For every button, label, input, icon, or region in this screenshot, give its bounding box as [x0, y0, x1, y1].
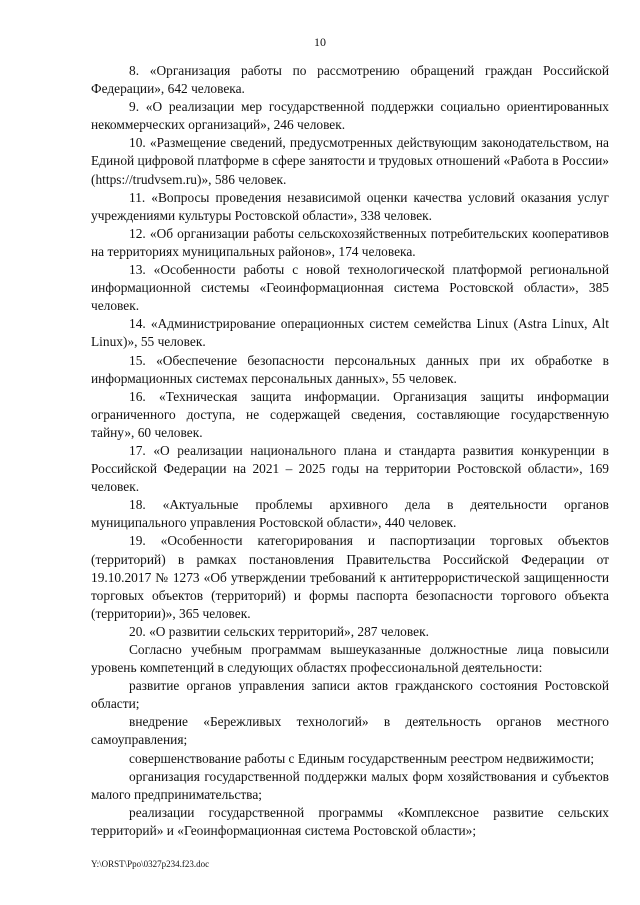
- paragraph-item-16: 16. «Техническая защита информации. Организация защиты информации ограниченного доступа, не содержащей сведения, составляющие государственную тайну», 60 человек.: [91, 388, 609, 440]
- paragraph-area-small-business: организация государственной поддержки малых форм хозяйствования и субъектов малого предпринимательства;: [91, 768, 609, 802]
- paragraph-item-14: 14. «Администрирование операционных систем семейства Linux (Astra Linux, Alt Linux)», 55 человек.: [91, 316, 609, 350]
- paragraph-summary: Согласно учебным программам вышеуказанные должностные лица повысили уровень компетенций в следующих областях профессиональной деятельности:: [91, 642, 609, 676]
- paragraph-item-18: 18. «Актуальные проблемы архивного дела в деятельности органов муниципального управления Ростовской области», 440 человек.: [91, 497, 609, 531]
- footer-file-path: Y:\ORST\Ppo\0327p234.f23.doc: [91, 859, 210, 869]
- paragraph-item-15: 15. «Обеспечение безопасности персональных данных при их обработке в информационных системах персональных данных», 55 человек.: [91, 352, 609, 386]
- document-body: [91, 62, 609, 840]
- paragraph-item-19: 19. «Особенности категорирования и паспортизации торговых объектов (территорий) в рамках постановления Правительства Российской Федерации от 19.10.2017 № 1273 «Об утверждении требований к антитеррористической защищенности торговых объектов (территорий) и формы паспорта безопасности торгового объекта (территории)», 365 человек.: [91, 533, 609, 621]
- paragraph-item-11: 11. «Вопросы проведения независимой оценки качества условий оказания услуг учреждениями культуры Ростовской области», 338 человек.: [91, 189, 609, 223]
- page-number: 10: [314, 35, 326, 49]
- paragraph-area-rural-program: реализации государственной программы «Комплексное развитие сельских территорий» и «Геоинформационная система Ростовской области»;: [91, 804, 609, 838]
- paragraph-area-zags: развитие органов управления записи актов гражданского состояния Ростовской области;: [91, 678, 609, 712]
- paragraph-item-17: 17. «О реализации национального плана и стандарта развития конкуренции в Российской Федерации на 2021 – 2025 годы на территории Ростовской области», 169 человек.: [91, 442, 609, 495]
- paragraph-item-13: 13. «Особенности работы с новой технологической платформой региональной информационной системы «Геоинформационная система Ростовской области», 385 человек.: [91, 262, 609, 314]
- paragraph-item-9: 9. «О реализации мер государственной поддержки социально ориентированных некоммерческих организаций», 246 человек.: [91, 99, 609, 133]
- paragraph-item-10: 10. «Размещение сведений, предусмотренных действующим законодательством, на Единой цифровой платформе в сфере занятости и трудовых отношений «Работа в России» (https://trudvsem.ru)», 586 человек.: [91, 135, 609, 187]
- paragraph-item-20: 20. «О развитии сельских территорий», 287 человек.: [129, 623, 429, 639]
- paragraph-item-8: 8. «Организация работы по рассмотрению обращений граждан Российской Федерации», 642 человека.: [91, 63, 609, 97]
- paragraph-item-12: 12. «Об организации работы сельскохозяйственных потребительских кооперативов на территориях муниципальных районов», 174 человека.: [91, 225, 609, 259]
- paragraph-area-registry: совершенствование работы с Единым государственным реестром недвижимости;: [129, 750, 595, 766]
- paragraph-area-lean: внедрение «Бережливых технологий» в деятельность органов местного самоуправления;: [91, 714, 609, 748]
